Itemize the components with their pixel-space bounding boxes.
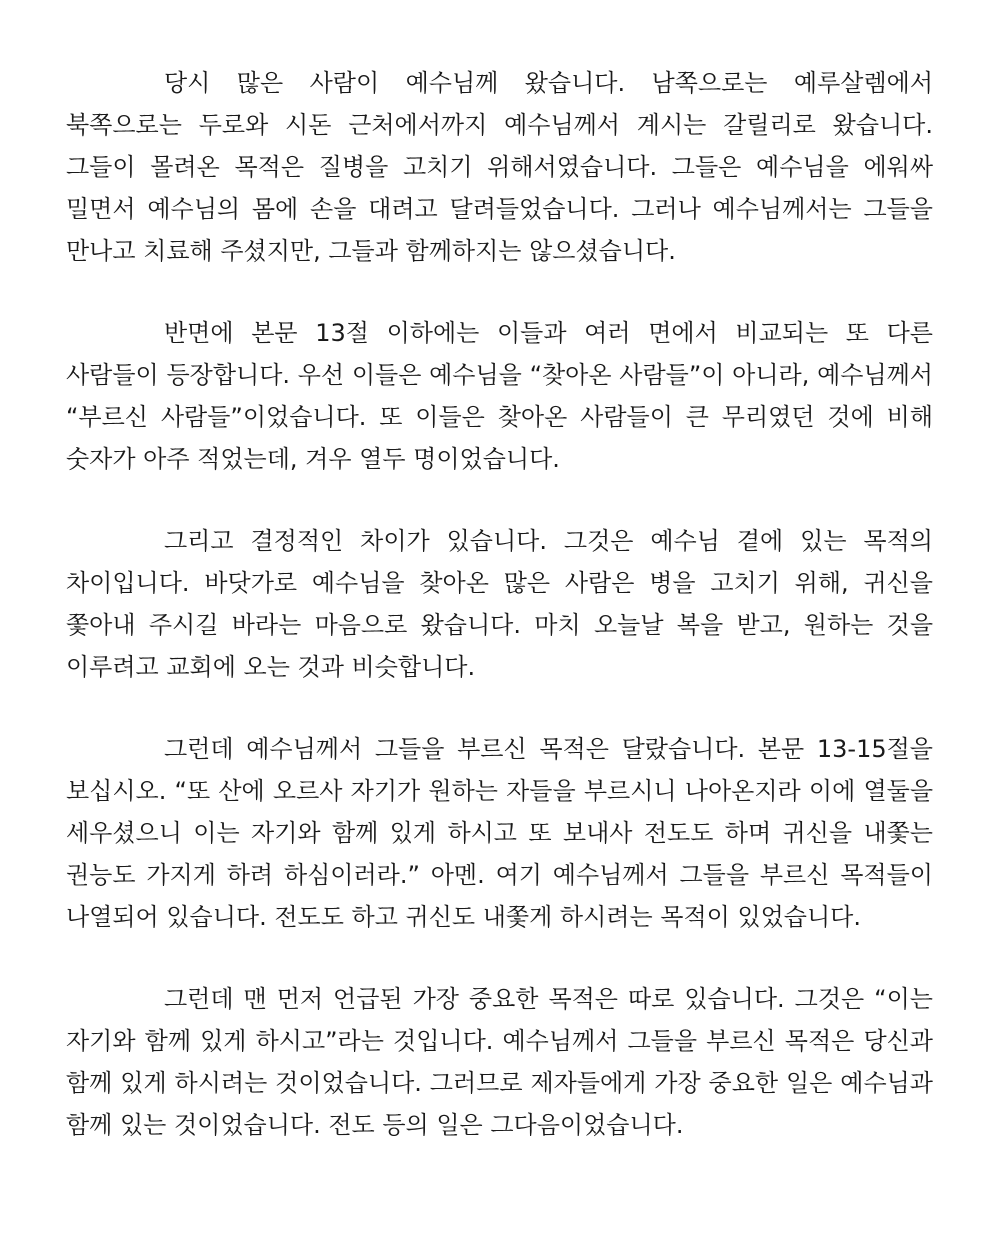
paragraph-3: 그리고 결정적인 차이가 있습니다. 그것은 예수님 곁에 있는 목적의 차이입니다. 바닷가로 예수님을 찾아온 많은 사람은 병을 고치기 위해, 귀신을 쫓아내 주시길 바라는 마음으로 왔습니다. 마치 오늘날 복을 받고, 원하는 것을 이루려고 교회에 오는 것과 비슷합니다. xyxy=(66,527,933,681)
paragraph-4: 그런데 예수님께서 그들을 부르신 목적은 달랐습니다. 본문 13-15절을 보십시오. “또 산에 오르사 자기가 원하는 자들을 부르시니 나아온지라 이에 열둘을 세우셨으니 이는 자기와 함께 있게 하시고 또 보내사 전도도 하며 귀신을 내쫓는 권능도 가지게 하려 하심이러라.” 아멘. 여기 예수님께서 그들을 부르신 목적들이 나열되어 있습니다. 전도도 하고 귀신도 내쫓게 하시려는 목적이 있었습니다. xyxy=(66,735,933,931)
paragraph-2: 반면에 본문 13절 이하에는 이들과 여러 면에서 비교되는 또 다른 사람들이 등장합니다. 우선 이들은 예수님을 “찾아온 사람들”이 아니라, 예수님께서 “부르신 사람들”이었습니다. 또 이들은 찾아온 사람들이 큰 무리였던 것에 비해 숫자가 아주 적었는데, 겨우 열두 명이었습니다. xyxy=(66,319,933,473)
document-page xyxy=(66,62,933,1146)
paragraph-1: 당시 많은 사람이 예수님께 왔습니다. 남쪽으로는 예루살렘에서 북쪽으로는 두로와 시돈 근처에서까지 예수님께서 계시는 갈릴리로 왔습니다. 그들이 몰려온 목적은 질병을 고치기 위해서였습니다. 그들은 예수님을 에워싸 밀면서 예수님의 몸에 손을 대려고 달려들었습니다. 그러나 예수님께서는 그들을 만나고 치료해 주셨지만, 그들과 함께하지는 않으셨습니다. xyxy=(66,69,933,265)
paragraph-5: 그런데 맨 먼저 언급된 가장 중요한 목적은 따로 있습니다. 그것은 “이는 자기와 함께 있게 하시고”라는 것입니다. 예수님께서 그들을 부르신 목적은 당신과 함께 있게 하시려는 것이었습니다. 그러므로 제자들에게 가장 중요한 일은 예수님과 함께 있는 것이었습니다. 전도 등의 일은 그다음이었습니다. xyxy=(66,985,933,1139)
